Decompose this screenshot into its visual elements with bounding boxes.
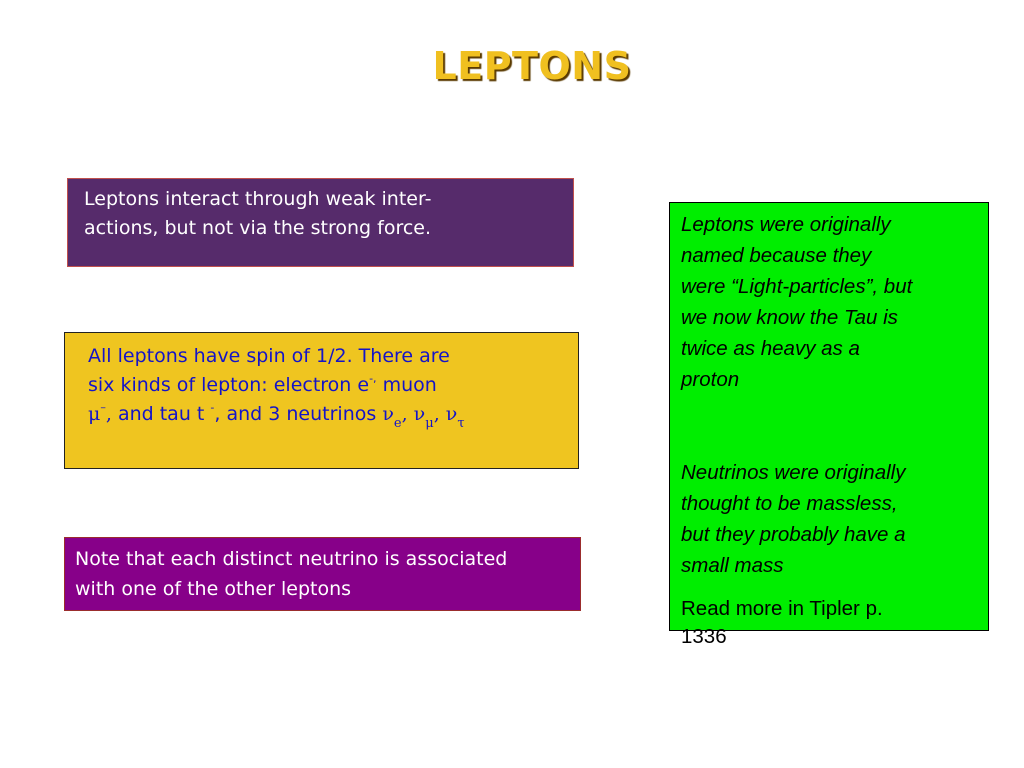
weak-box-line-1: Leptons interact through weak inter- — [84, 188, 432, 210]
electron-text: six kinds of lepton: electron e — [88, 374, 370, 396]
side-para1-line: were “Light-particles”, but — [681, 275, 913, 298]
nu-e-subscript: e — [393, 415, 402, 431]
neutrino-note-box — [64, 537, 581, 611]
side-para2-line: thought to be massless, — [681, 492, 898, 515]
side-para1-line: Leptons were originally — [681, 213, 891, 236]
muon-symbol: μ — [88, 403, 101, 425]
muon-text: muon — [376, 374, 437, 396]
tau-text: and tau t — [111, 403, 211, 425]
slide-title: LEPTONS — [432, 44, 632, 88]
spin-box-line-2 — [88, 371, 578, 400]
side-para3-line: 1336 — [681, 625, 727, 648]
muon-charge: – — [100, 400, 106, 414]
side-para-neutrino-mass — [681, 457, 980, 581]
neutrinos-text: , and 3 neutrinos — [214, 403, 383, 425]
nu-tau-subscript: τ — [457, 415, 465, 431]
nu-mu-subscript: μ — [425, 415, 434, 431]
tau-charge: - — [210, 400, 215, 414]
weak-box-line-2: actions, but not via the strong force. — [84, 217, 432, 239]
side-para-reference — [681, 595, 980, 651]
spin-box-line-3 — [88, 400, 578, 429]
muon-comma: , — [105, 403, 112, 425]
note-box-line-2: with one of the other leptons — [75, 578, 352, 600]
spin-box-line-1: All leptons have spin of 1/2. There are — [88, 345, 450, 367]
side-para3-line: Read more in Tipler p. — [681, 597, 883, 620]
side-para1-line: named because they — [681, 244, 872, 267]
nu-tau-symbol: ν — [445, 403, 458, 425]
history-side-box — [669, 202, 989, 648]
nu-e-symbol: ν — [382, 403, 394, 425]
side-para1-line: proton — [681, 368, 740, 391]
side-para1-line: we now know the Tau is — [681, 306, 898, 329]
side-para2-line: small mass — [681, 554, 784, 577]
spin-box — [64, 332, 579, 469]
side-para-name-origin — [681, 209, 980, 395]
weak-interaction-box — [67, 178, 574, 267]
note-box-line-1: Note that each distinct neutrino is associated — [75, 548, 508, 570]
nu-mu-symbol: ν — [413, 403, 426, 425]
side-para2-line: Neutrinos were originally — [681, 461, 906, 484]
separator-2: , — [433, 403, 446, 425]
electron-charge: -, — [369, 371, 377, 385]
side-para1-line: twice as heavy as a — [681, 337, 860, 360]
side-para2-line: but they probably have a — [681, 523, 906, 546]
separator-1: , — [401, 403, 414, 425]
